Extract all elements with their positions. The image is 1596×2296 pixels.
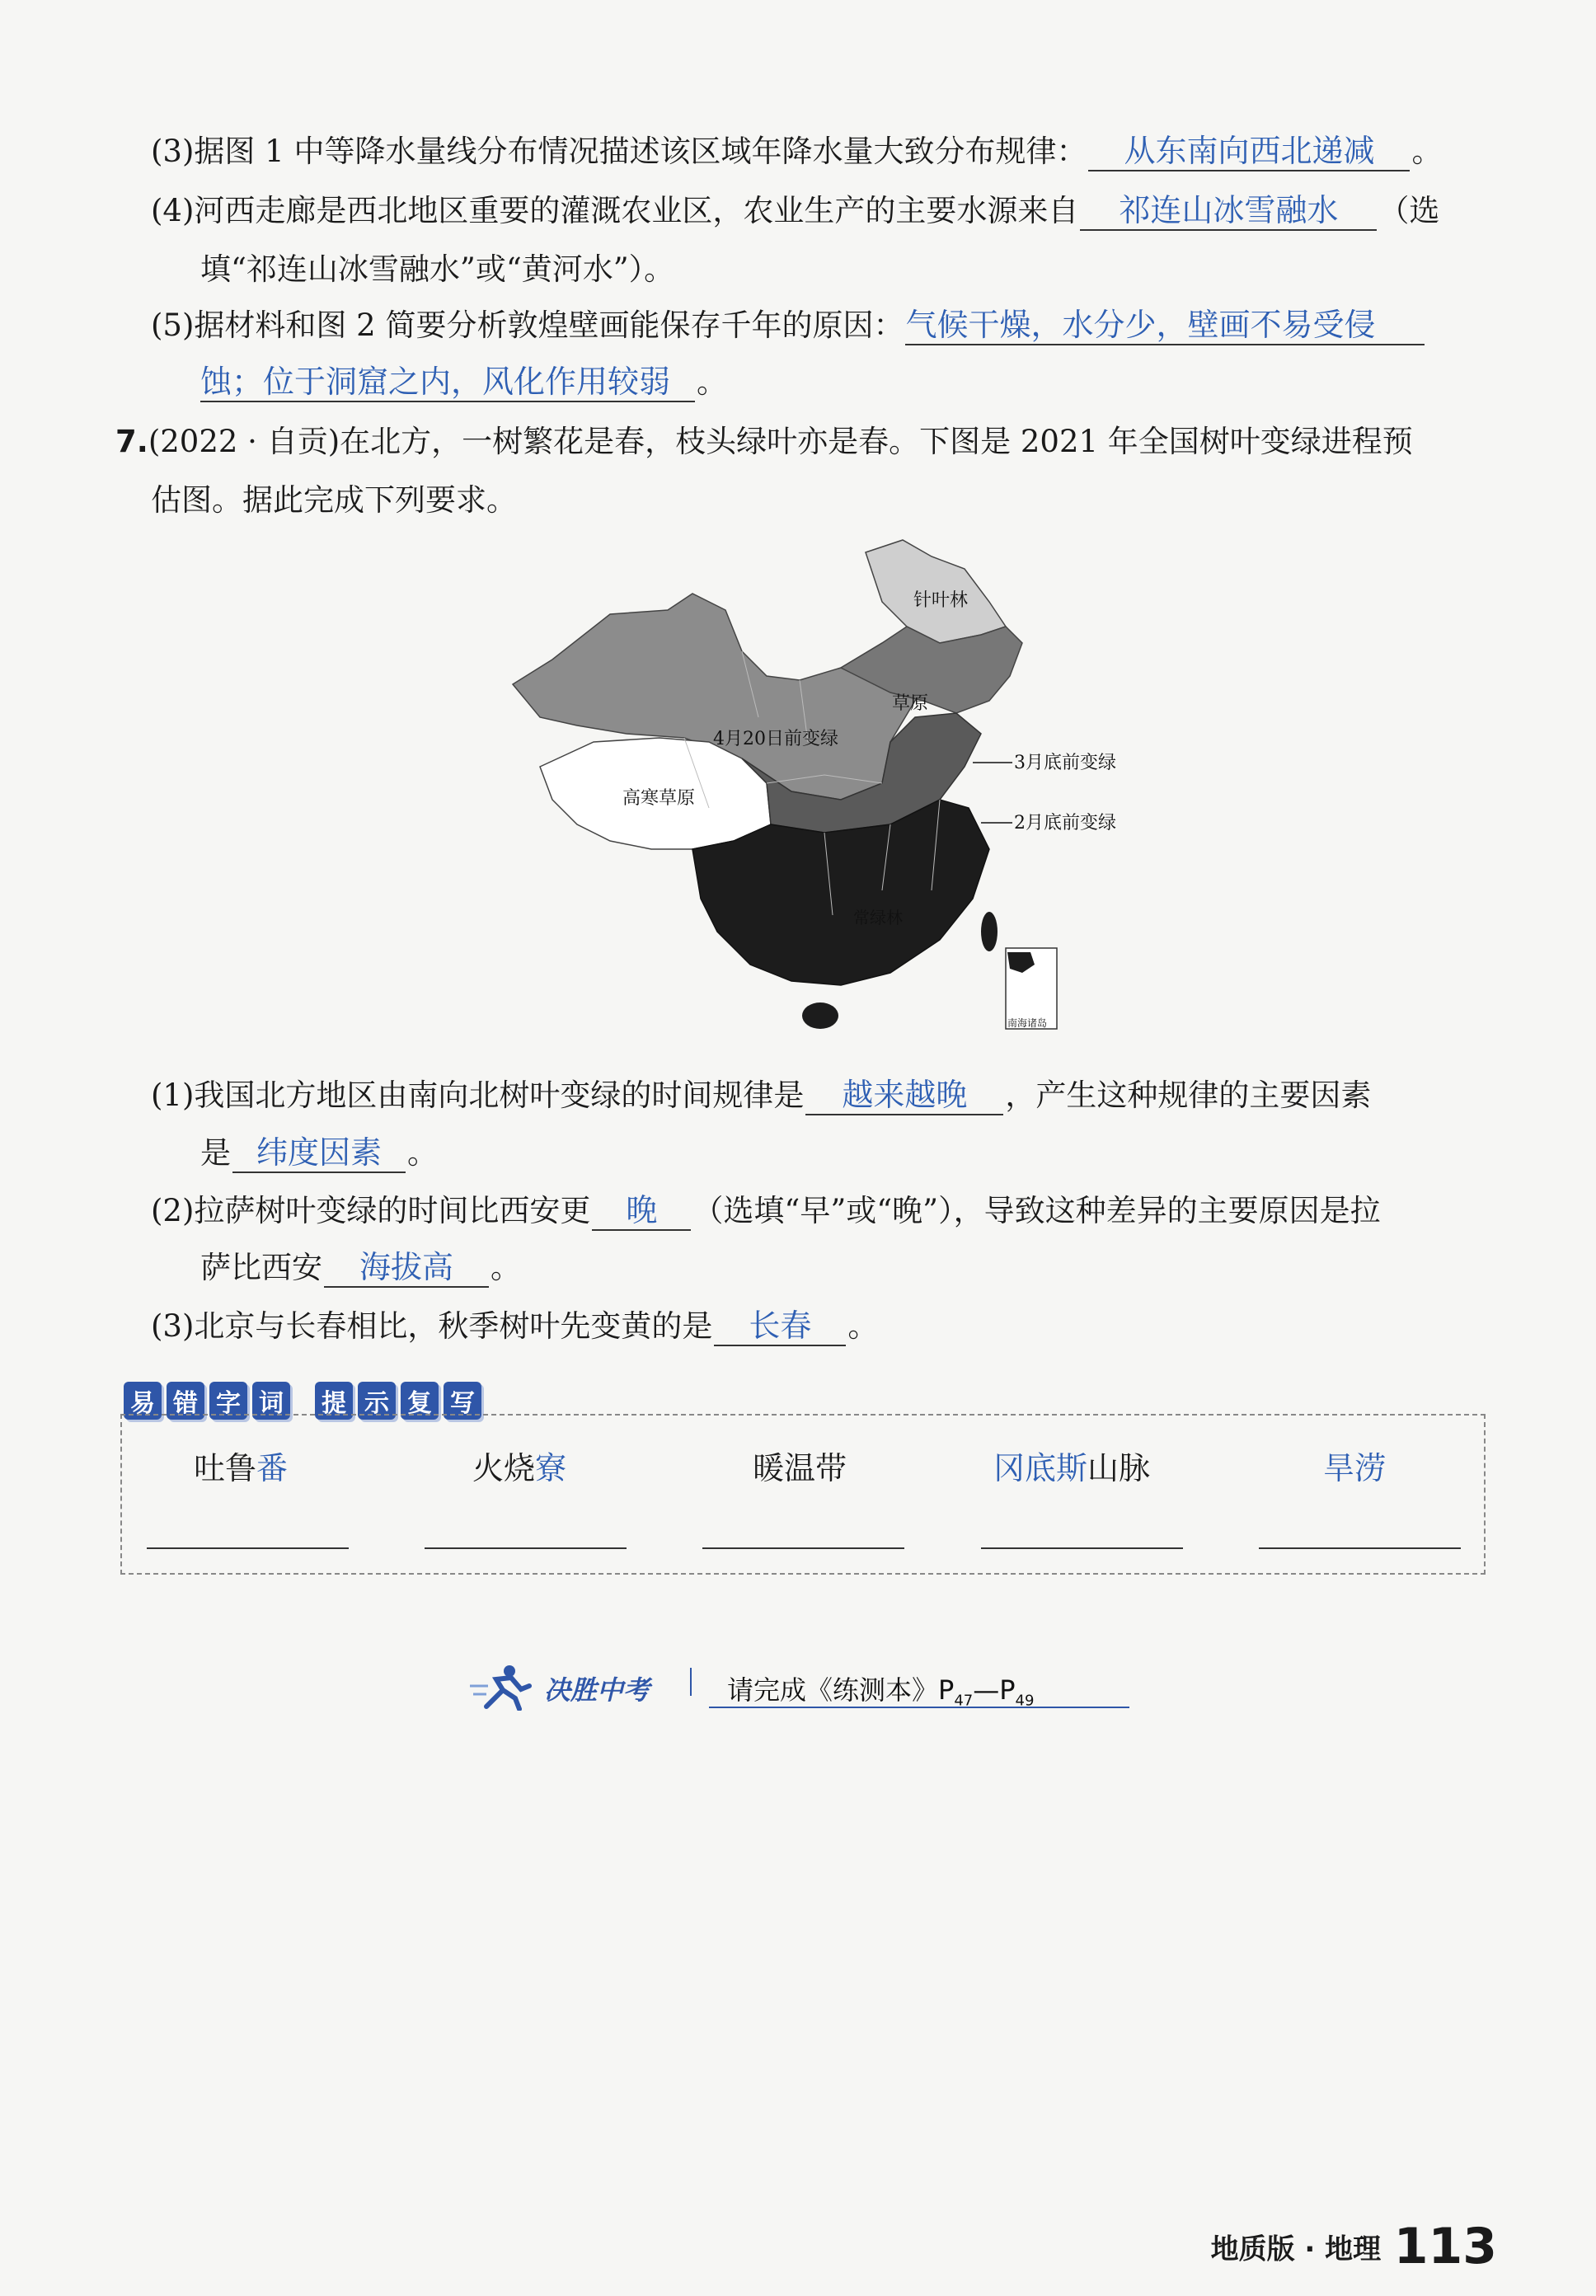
answer-text: 蚀；位于洞窟之内，风化作用较弱 [200, 364, 671, 400]
tag-char: 词 [252, 1382, 290, 1420]
brand-label: 决胜中考 [544, 1674, 650, 1706]
tag-char: 示 [358, 1382, 396, 1420]
footer-banner [470, 1661, 1129, 1711]
punct: 。 [407, 1135, 438, 1171]
q6-part5-line2 [200, 363, 727, 402]
label-plateau: 高寒草原 [622, 788, 696, 809]
answer-text: 海拔高 [359, 1249, 453, 1285]
answer-blank[interactable] [232, 1134, 406, 1173]
label-south-sea: 南海诸岛 [1007, 1017, 1048, 1029]
question-text: ，产生这种规律的主要因素 [1005, 1078, 1372, 1113]
hainan-island [802, 1002, 838, 1029]
q6-part4-line2: 填“祁连山冰雪融水”或“黄河水”）。 [200, 251, 675, 287]
answer-text: 晚 [626, 1192, 658, 1228]
question-text: 我国北方地区由南向北树叶变绿的时间规律是 [194, 1078, 805, 1113]
tag-char: 复 [401, 1382, 439, 1420]
review-box [120, 1414, 1486, 1575]
part-number: (3) [151, 1308, 195, 1344]
question-text: 据图 1 中等降水量线分布情况描述该区域年降水量大致分布规律： [194, 134, 1087, 169]
answer-blank[interactable] [1080, 192, 1377, 231]
question-text: 河西走廊是西北地区重要的灌溉农业区，农业生产的主要水源来自 [194, 193, 1079, 228]
part-number: (5) [151, 308, 195, 343]
tag-char: 易 [124, 1382, 162, 1420]
review-word-2: 火烧寮 [472, 1450, 567, 1486]
label-conifer: 针叶林 [913, 590, 969, 611]
question-number: 7. [115, 424, 148, 459]
q7-part2-line2 [200, 1248, 521, 1288]
answer-text: 祁连山冰雪融水 [1119, 192, 1339, 228]
question-text: 是 [200, 1135, 231, 1171]
workbook-instruction: 请完成《练测本》$P_{47}—P_{49}$ [727, 1674, 1035, 1710]
q6-part5 [151, 306, 1426, 345]
punct: 。 [847, 1308, 879, 1344]
page-footer [1211, 2218, 1497, 2275]
page-number: 113 [1393, 2218, 1497, 2275]
question-text: 拉萨树叶变绿的时间比西安更 [194, 1193, 591, 1228]
answer-blank[interactable] [324, 1249, 489, 1288]
label-steppe: 草原 [892, 693, 929, 714]
q7-part2 [151, 1191, 1381, 1231]
q7-stem [115, 422, 1413, 462]
punct: 。 [1411, 134, 1443, 169]
part-number: (2) [151, 1193, 195, 1228]
china-greening-map [495, 536, 1129, 1063]
q7-part1-line2 [200, 1134, 438, 1173]
tag-char: 提 [315, 1382, 353, 1420]
taiwan-island [981, 912, 998, 951]
answer-blank[interactable] [592, 1192, 691, 1231]
copy-line-2[interactable] [425, 1547, 627, 1549]
punct: 。 [491, 1250, 521, 1285]
copy-line-1[interactable] [147, 1547, 349, 1549]
q6-part4 [151, 191, 1439, 231]
question-text: 北京与长春相比，秋季树叶先变黄的是 [194, 1308, 713, 1344]
review-word-1: 吐鲁番 [194, 1450, 289, 1486]
q7-stem-line2: 估图。据此完成下列要求。 [151, 482, 517, 518]
question-text: 萨比西安 [200, 1250, 322, 1285]
q7-part1 [151, 1076, 1371, 1115]
answer-blank[interactable] [714, 1308, 846, 1346]
review-word-4: 冈底斯山脉 [993, 1450, 1151, 1486]
map-svg [495, 536, 1129, 1063]
answer-blank[interactable] [1088, 133, 1410, 171]
answer-blank[interactable] [200, 364, 695, 402]
q6-part3 [151, 132, 1442, 171]
label-mar-end: 3月底前变绿 [1014, 753, 1116, 773]
answer-blank[interactable] [805, 1077, 1003, 1115]
copy-line-5[interactable] [1259, 1547, 1461, 1549]
label-apr20: 4月20日前变绿 [713, 729, 838, 749]
edition-label: 地质版 · 地理 [1210, 2233, 1382, 2266]
copy-line-3[interactable] [702, 1547, 904, 1549]
review-word-5: 旱涝 [1323, 1450, 1387, 1486]
question-text-tail: （选 [1378, 193, 1440, 228]
part-number: (3) [151, 134, 195, 169]
answer-text: 气候干燥，水分少，壁画不易受侵 [905, 307, 1376, 343]
q7-part3 [151, 1307, 878, 1346]
question-text: （选填“早”或“晚”），导致这种差异的主要原因是拉 [692, 1193, 1381, 1228]
tag-char: 写 [444, 1382, 481, 1420]
part-number: (1) [151, 1078, 195, 1113]
part-number: (4) [151, 193, 195, 228]
answer-text: 长春 [749, 1308, 812, 1344]
question-text: (2022 · 自贡)在北方，一树繁花是春，枝头绿叶亦是春。下图是 2021 年全国树叶变绿进程预 [148, 424, 1413, 459]
punct: 。 [697, 364, 727, 400]
tag-char: 错 [167, 1382, 204, 1420]
copy-line-4[interactable] [981, 1547, 1183, 1549]
answer-text: 从东南向西北递减 [1124, 133, 1375, 169]
answer-text: 纬度因素 [256, 1134, 382, 1171]
tag-char: 字 [209, 1382, 247, 1420]
question-text: 据材料和图 2 简要分析敦煌壁画能保存千年的原因： [194, 308, 904, 343]
answer-text: 越来越晚 [842, 1077, 968, 1113]
review-word-3: 暖温带 [753, 1450, 847, 1486]
label-forest: 常绿林 [853, 908, 903, 927]
label-feb-end: 2月底前变绿 [1014, 813, 1116, 833]
answer-blank[interactable] [905, 307, 1425, 345]
